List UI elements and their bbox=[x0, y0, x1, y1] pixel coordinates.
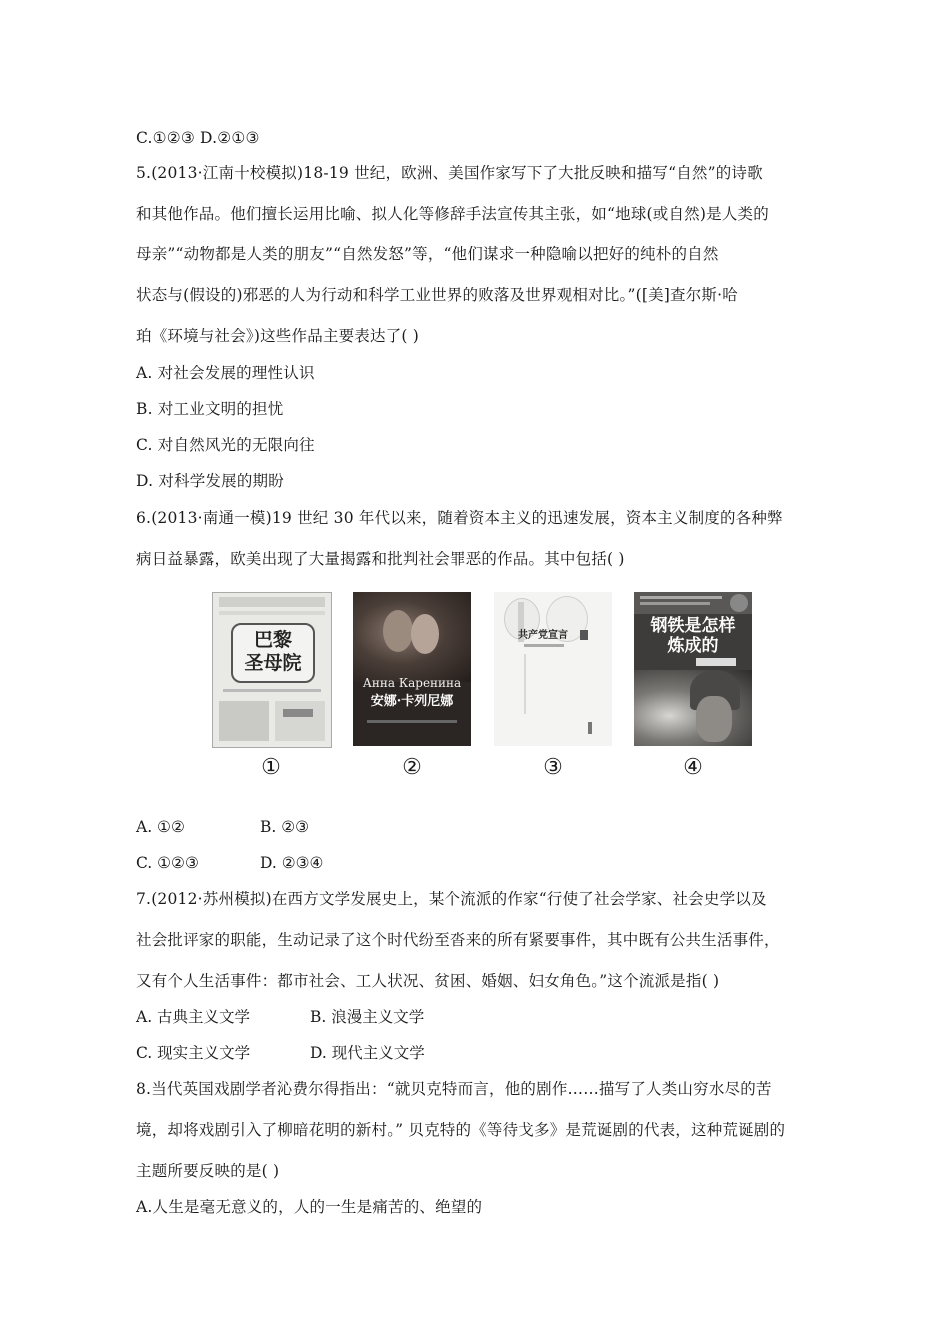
q5-option-b: B. 对工业文明的担忧 bbox=[136, 400, 284, 418]
figure-label-4: ④ bbox=[683, 755, 703, 780]
q7-option-a: A. 古典主义文学 bbox=[136, 1008, 251, 1026]
q5-stem-line4: 状态与(假设的)邪恶的人为行动和科学工业世界的败落及世界观相对比。”([美]查尔斯·哈 bbox=[136, 286, 738, 304]
q6-option-a: A. ①② bbox=[136, 818, 185, 836]
q6-option-c: C. ①②③ bbox=[136, 854, 199, 872]
q6-option-b: B. ②③ bbox=[260, 818, 310, 836]
book-title-4: 钢铁是怎样 炼成的 bbox=[650, 616, 736, 656]
book-cover-steel-tempered bbox=[634, 592, 752, 746]
book-title-2-chinese: 安娜·卡列尼娜 bbox=[370, 694, 454, 709]
q4-options-cd: C.①②③ D.②①③ bbox=[136, 129, 260, 147]
q5-option-d: D. 对科学发展的期盼 bbox=[136, 472, 284, 490]
q7-option-d: D. 现代主义文学 bbox=[310, 1044, 425, 1062]
q8-stem-line1: 8.当代英国戏剧学者沁费尔得指出：“就贝克特而言，他的剧作……描写了人类山穷水尽的苦 bbox=[136, 1080, 772, 1098]
q7-option-b: B. 浪漫主义文学 bbox=[310, 1008, 425, 1026]
q6-stem-line2: 病日益暴露，欧美出现了大量揭露和批判社会罪恶的作品。其中包括( ) bbox=[136, 550, 625, 568]
q7-stem-line2: 社会批评家的职能，生动记录了这个时代纷至沓来的所有紧要事件，其中既有公共生活事件， bbox=[136, 931, 780, 949]
q7-option-c: C. 现实主义文学 bbox=[136, 1044, 251, 1062]
book-cover-communist-manifesto bbox=[494, 592, 612, 746]
q8-stem-line2: 境，却将戏剧引入了柳暗花明的新村。” 贝克特的《等待戈多》是荒诞剧的代表，这种荒诞剧的 bbox=[136, 1121, 786, 1139]
figure-label-1: ① bbox=[261, 755, 281, 780]
q6-options-cd bbox=[136, 853, 323, 873]
book-cover-anna-karenina bbox=[353, 592, 471, 746]
q7-options-ab bbox=[136, 1007, 424, 1027]
figure-label-2: ② bbox=[402, 755, 422, 780]
q6-option-d: D. ②③④ bbox=[260, 854, 324, 872]
q5-stem-line1: 5.(2013·江南十校模拟)18-19 世纪，欧洲、美国作家写下了大批反映和描写“自然”的诗歌 bbox=[136, 164, 763, 182]
book-covers-figure bbox=[212, 592, 752, 782]
q5-option-c: C. 对自然风光的无限向往 bbox=[136, 436, 315, 454]
q7-stem-line1: 7.(2012·苏州模拟)在西方文学发展史上，某个流派的作家“行使了社会学家、社会史学以及 bbox=[136, 890, 767, 908]
q7-options-cd bbox=[136, 1043, 425, 1063]
book-cover-notre-dame bbox=[212, 592, 332, 748]
q7-stem-line3: 又有个人生活事件：都市社会、工人状况、贫困、婚姻、妇女角色。”这个流派是指( ) bbox=[136, 972, 720, 990]
book-title-1: 巴黎 圣母院 bbox=[244, 629, 302, 674]
q5-stem-line5: 珀《环境与社会》)这些作品主要表达了( ) bbox=[136, 327, 420, 345]
figure-label-3: ③ bbox=[543, 755, 563, 780]
q5-stem-line3: 母亲”“动物都是人类的朋友”“自然发怒”等，“他们谋求一种隐喻以把好的纯朴的自然 bbox=[136, 245, 719, 263]
q6-options-ab bbox=[136, 817, 309, 837]
book-title-3: 共产党宣言 bbox=[518, 630, 568, 641]
q5-option-a: A. 对社会发展的理性认识 bbox=[136, 364, 315, 382]
q6-stem-line1: 6.(2013·南通一模)19 世纪 30 年代以来，随着资本主义的迅速发展，资本主义制度的各种弊 bbox=[136, 509, 783, 527]
q5-stem-line2: 和其他作品。他们擅长运用比喻、拟人化等修辞手法宣传其主张，如“地球(或自然)是人类的 bbox=[136, 205, 769, 223]
q8-stem-line3: 主题所要反映的是( ) bbox=[136, 1162, 280, 1180]
book-title-2-russian: Анна Каренина bbox=[362, 676, 462, 690]
q8-option-a: A.人生是毫无意义的，人的一生是痛苦的、绝望的 bbox=[136, 1198, 483, 1216]
